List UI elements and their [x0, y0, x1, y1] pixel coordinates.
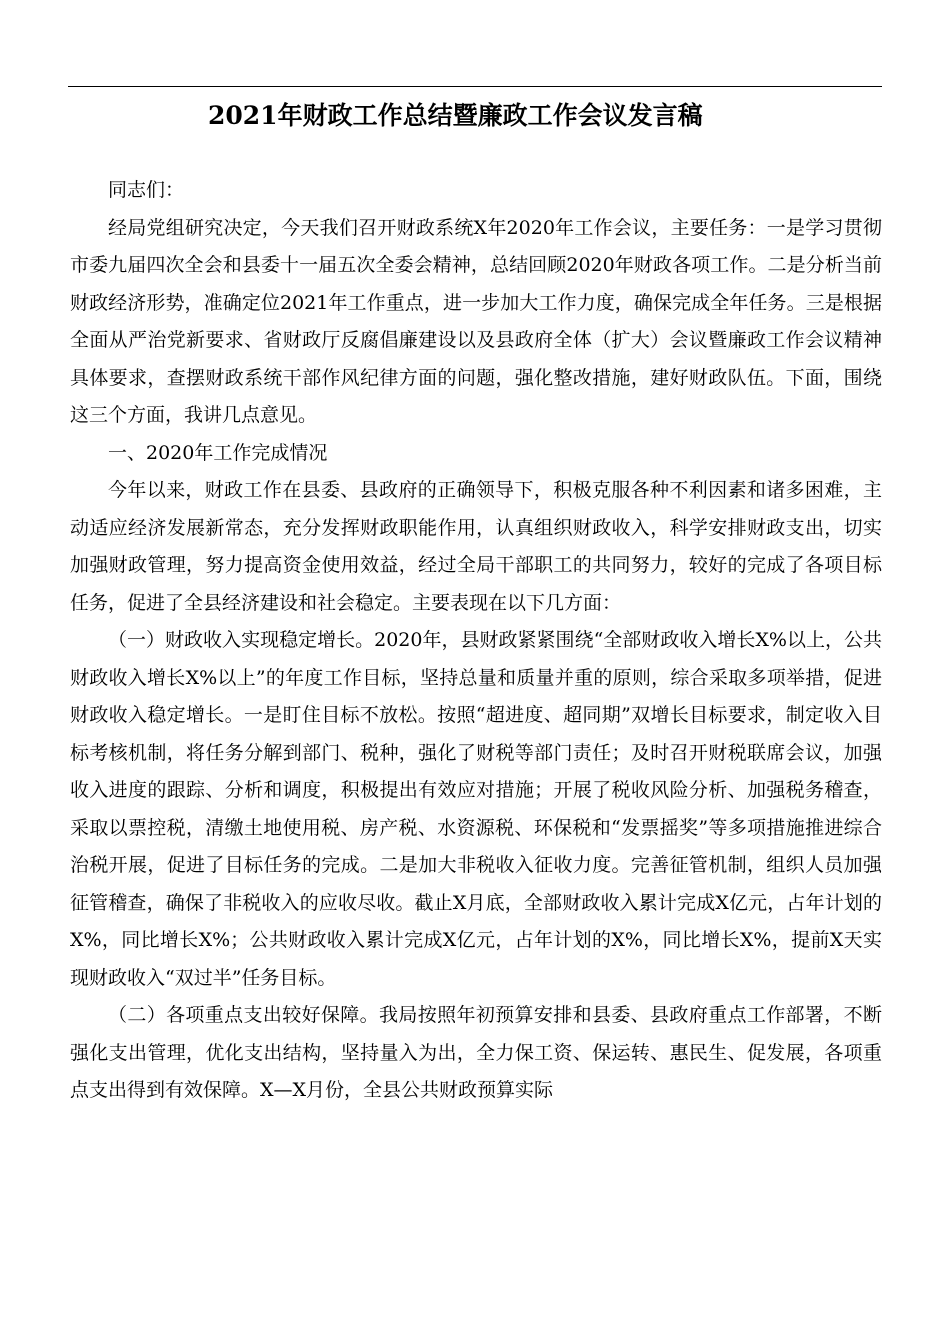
- paragraph-expenditure: （二）各项重点支出较好保障。我局按照年初预算安排和县委、县政府重点工作部署，不断强化支出管理，优化支出结构，坚持量入为出，全力保工资、保运转、惠民生、促发展，各项重点支出得到有效保障。X—X月份，全县公共财政预算实际: [70, 1004, 882, 1101]
- header-rule: [68, 86, 882, 87]
- section-heading: 一、2020年工作完成情况: [108, 441, 328, 464]
- document-title: 2021年财政工作总结暨廉政工作会议发言稿: [208, 101, 703, 130]
- paragraph-intro: 经局党组研究决定，今天我们召开财政系统X年2020年工作会议，主要任务：一是学习贯彻市委九届四次全会和县委十一届五次全委会精神，总结回顾2020年财政各项工作。二是分析当前财政经济形势，准确定位2021年工作重点，进一步加大工作力度，确保完成全年任务。三是根据全面从严治党新要求、省财政厅反腐倡廉建设以及县政府全体（扩大）会议暨廉政工作会议精神具体要求，查摆财政系统干部作风纪律方面的问题，强化整改措施，建好财政队伍。下面，围绕这三个方面，我讲几点意见。: [70, 216, 882, 426]
- document-body: [70, 172, 882, 1110]
- salutation: 同志们：: [108, 179, 185, 201]
- paragraph-overview: 今年以来，财政工作在县委、县政府的正确领导下，积极克服各种不利因素和诸多困难，主动适应经济发展新常态，充分发挥财政职能作用，认真组织财政收入，科学安排财政支出，切实加强财政管理，努力提高资金使用效益，经过全局干部职工的共同努力，较好的完成了各项目标任务，促进了全县经济建设和社会稳定。主要表现在以下几方面：: [70, 479, 882, 614]
- paragraph-revenue: （一）财政收入实现稳定增长。2020年，县财政紧紧围绕“全部财政收入增长X%以上，公共财政收入增长X%以上”的年度工作目标，坚持总量和质量并重的原则，综合采取多项举措，促进财政收入稳定增长。一是盯住目标不放松。按照“超进度、超同期”双增长目标要求，制定收入目标考核机制，将任务分解到部门、税种，强化了财税等部门责任；及时召开财税联席会议，加强收入进度的跟踪、分析和调度，积极提出有效应对措施；开展了税收风险分析、加强税务稽查，采取以票控税，清缴土地使用税、房产税、水资源税、环保税和“发票摇奖”等多项措施推进综合治税开展，促进了目标任务的完成。二是加大非税收入征收力度。完善征管机制，组织人员加强征管稽查，确保了非税收入的应收尽收。截止X月底，全部财政收入累计完成X亿元，占年计划的X%，同比增长X%；公共财政收入累计完成X亿元，占年计划的X%，同比增长X%，提前X天实现财政收入“双过半”任务目标。: [70, 629, 882, 989]
